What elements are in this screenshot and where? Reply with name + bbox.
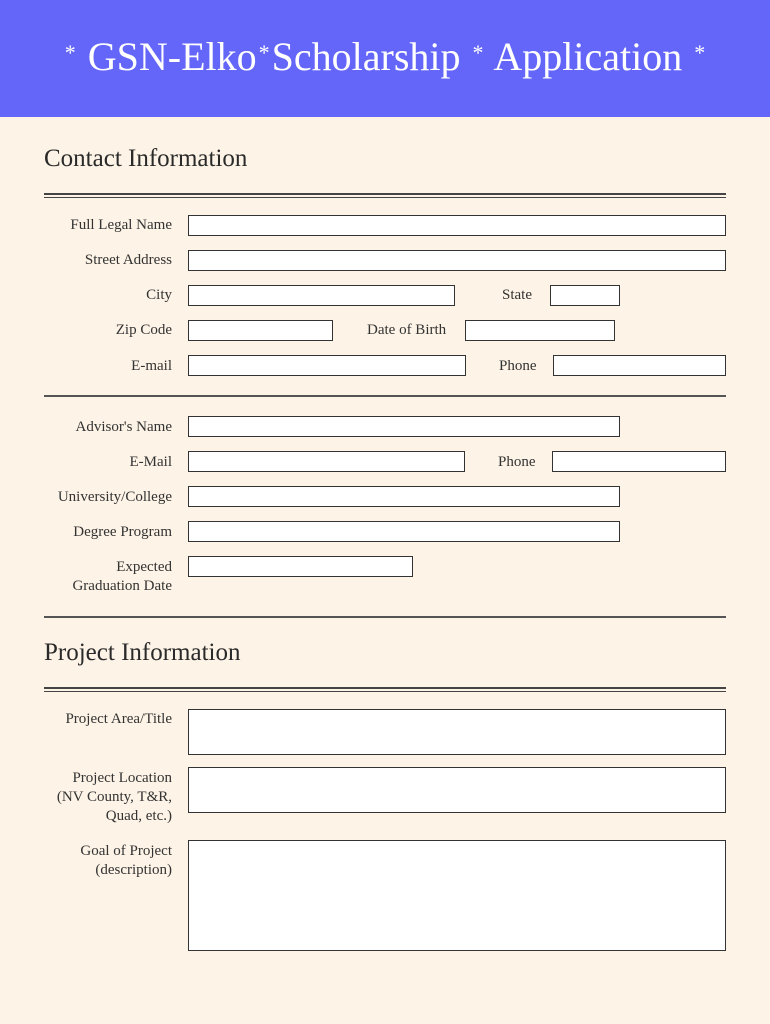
date-of-birth-label: Date of Birth [367, 322, 447, 338]
university-field[interactable] [188, 486, 620, 507]
project-area-field[interactable] [188, 709, 726, 755]
project-location-label-line1: Project Location [72, 770, 172, 786]
full-name-field[interactable] [188, 215, 726, 236]
star-decoration: * [64, 40, 76, 65]
advisor-name-field[interactable] [188, 416, 620, 437]
title-word-gsn-elko: GSN-Elko [87, 34, 257, 79]
section-divider [44, 193, 726, 198]
star-decoration: * [694, 40, 706, 65]
advisor-email-field[interactable] [188, 451, 465, 472]
star-decoration: * [258, 40, 270, 65]
section-divider [44, 616, 726, 618]
form-title [0, 30, 770, 80]
project-location-label-line3: Quad, etc.) [105, 808, 172, 824]
degree-program-label: Degree Program [73, 524, 172, 540]
header-banner [0, 0, 770, 117]
advisor-name-label: Advisor's Name [75, 419, 172, 435]
street-address-label: Street Address [84, 252, 172, 268]
graduation-date-label-line1: Expected [116, 559, 172, 575]
project-goal-label-line1: Goal of Project [80, 843, 172, 859]
project-location-label-line2: (NV County, T&R, [56, 789, 172, 805]
project-area-label: Project Area/Title [65, 711, 172, 727]
degree-program-field[interactable] [188, 521, 620, 542]
zip-code-label: Zip Code [115, 322, 172, 338]
phone-label: Phone [499, 358, 537, 374]
graduation-date-field[interactable] [188, 556, 413, 577]
full-name-label: Full Legal Name [70, 217, 172, 233]
title-word-application: Application [493, 34, 683, 79]
zip-code-field[interactable] [188, 320, 333, 341]
project-goal-label-line2: (description) [95, 862, 172, 878]
phone-field[interactable] [553, 355, 726, 376]
graduation-date-label-line2: Graduation Date [72, 578, 172, 594]
project-goal-field[interactable] [188, 840, 726, 951]
date-of-birth-field[interactable] [465, 320, 615, 341]
advisor-phone-field[interactable] [552, 451, 726, 472]
contact-section-title: Contact Information [44, 145, 248, 172]
state-field[interactable] [550, 285, 620, 306]
city-label: City [146, 287, 172, 303]
project-location-field[interactable] [188, 767, 726, 813]
street-address-field[interactable] [188, 250, 726, 271]
project-section-title: Project Information [44, 639, 241, 666]
state-label: State [502, 287, 532, 303]
email-label: E-mail [131, 358, 172, 374]
graduation-date-label [72, 558, 172, 596]
title-word-scholarship: Scholarship [271, 34, 461, 79]
email-field[interactable] [188, 355, 466, 376]
advisor-email-label: E-Mail [129, 454, 172, 470]
star-decoration: * [472, 40, 484, 65]
project-goal-label [80, 842, 172, 880]
section-divider [44, 395, 726, 397]
city-field[interactable] [188, 285, 455, 306]
section-divider [44, 687, 726, 692]
advisor-phone-label: Phone [498, 454, 536, 470]
project-location-label [57, 769, 172, 826]
university-label: University/College [57, 489, 172, 505]
